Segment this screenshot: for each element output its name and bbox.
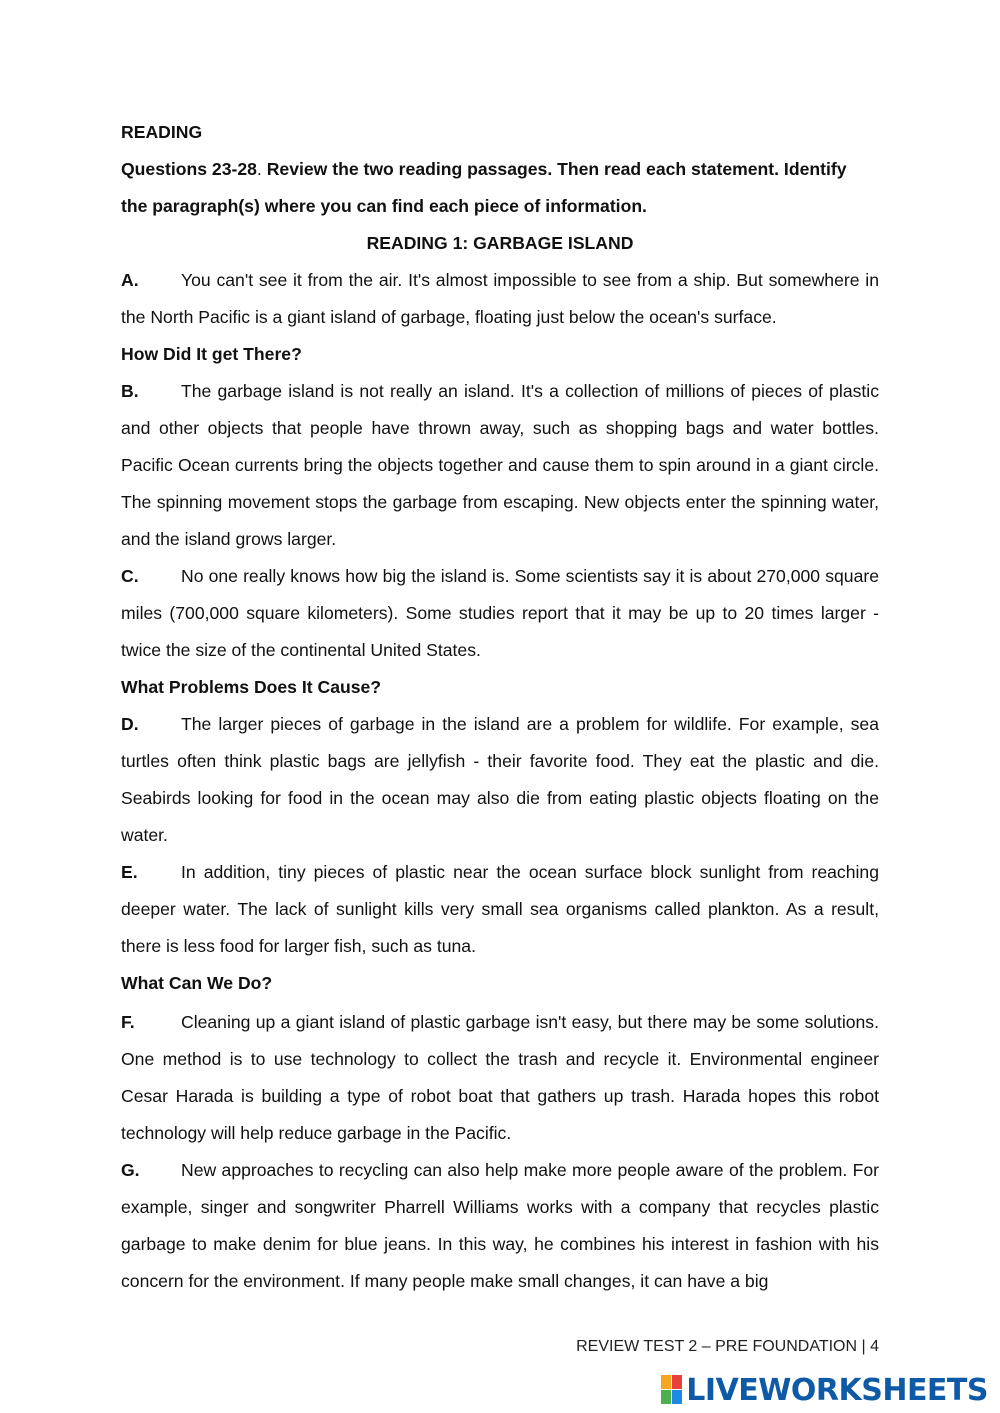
paragraph-letter: F. xyxy=(121,1012,135,1032)
paragraph-text: New approaches to recycling can also help make more people aware of the problem. For example, singer and songwriter Pharrell Williams works with a company that recycles plastic garbage to make denim for blue jeans. In this way, he combines his interest in fashion with his concern for the environment. If many people make small changes, it can have a big xyxy=(121,1160,879,1291)
instructions-line-1: Questions 23-28. Review the two reading passages. Then read each statement. Identify xyxy=(121,159,847,179)
section-heading: READING xyxy=(121,122,203,142)
paragraph-a xyxy=(121,262,879,336)
paragraph-letter: B. xyxy=(121,381,139,401)
paragraph-letter: G. xyxy=(121,1160,140,1180)
paragraph-b xyxy=(121,373,879,558)
document-page xyxy=(121,114,879,1300)
paragraph-text: In addition, tiny pieces of plastic near the ocean surface block sunlight from reaching deeper water. The lack of sunlight kills very small sea organisms called plankton. As a result, there is less food for larger fish, such as tuna. xyxy=(121,862,879,956)
brand-watermark[interactable] xyxy=(661,1370,988,1410)
paragraph-f xyxy=(121,1004,879,1152)
paragraph-e xyxy=(121,854,879,965)
paragraph-letter: C. xyxy=(121,566,139,586)
paragraph-d xyxy=(121,706,879,854)
paragraph-letter: D. xyxy=(121,714,139,734)
paragraph-letter: E. xyxy=(121,862,138,882)
paragraph-text: No one really knows how big the island is. Some scientists say it is about 270,000 square miles (700,000 square kilometers). Some studies report that it may be up to 20 times larger - twice the size of the continental United States. xyxy=(121,566,879,660)
questions-ref: Questions 23-28 xyxy=(121,159,257,179)
paragraph-letter: A. xyxy=(121,270,139,290)
instructions-line-2: the paragraph(s) where you can find each piece of information. xyxy=(121,196,647,216)
paragraph-text: Cleaning up a giant island of plastic garbage isn't easy, but there may be some solutions. One method is to use technology to collect the trash and recycle it. Environmental engineer Cesar Harada is building a type of robot boat that gathers up trash. Harada hopes this robot technology will help reduce garbage in the Pacific. xyxy=(121,1012,879,1143)
paragraph-c xyxy=(121,558,879,669)
subheading-problems: What Problems Does It Cause? xyxy=(121,677,382,697)
paragraph-text: You can't see it from the air. It's almost impossible to see from a ship. But somewhere in the North Pacific is a giant island of garbage, floating just below the ocean's surface. xyxy=(121,270,879,327)
subheading-do: What Can We Do? xyxy=(121,973,273,993)
page-footer: REVIEW TEST 2 – PRE FOUNDATION | 4 xyxy=(576,1338,879,1355)
paragraph-g xyxy=(121,1152,879,1300)
paragraph-text: The larger pieces of garbage in the island are a problem for wildlife. For example, sea turtles often think plastic bags are jellyfish - their favorite food. They eat the plastic and die. Seabirds looking for food in the ocean may also die from eating plastic objects floating on the water. xyxy=(121,714,879,845)
instructions-text-1: Review the two reading passages. Then read each statement. Identify xyxy=(266,159,847,179)
paragraph-text: The garbage island is not really an island. It's a collection of millions of pieces of plastic and other objects that people have thrown away, such as shopping bags and water bottles. Pacific Ocean currents bring the objects together and cause them to spin around in a giant circle. The spinning movement stops the garbage from escaping. New objects enter the spinning water, and the island grows larger. xyxy=(121,381,879,549)
reading-title: READING 1: GARBAGE ISLAND xyxy=(366,233,634,253)
liveworksheets-logo-icon xyxy=(661,1375,683,1405)
subheading-how: How Did It get There? xyxy=(121,344,302,364)
brand-name: LIVEWORKSHEETS xyxy=(686,1372,988,1408)
